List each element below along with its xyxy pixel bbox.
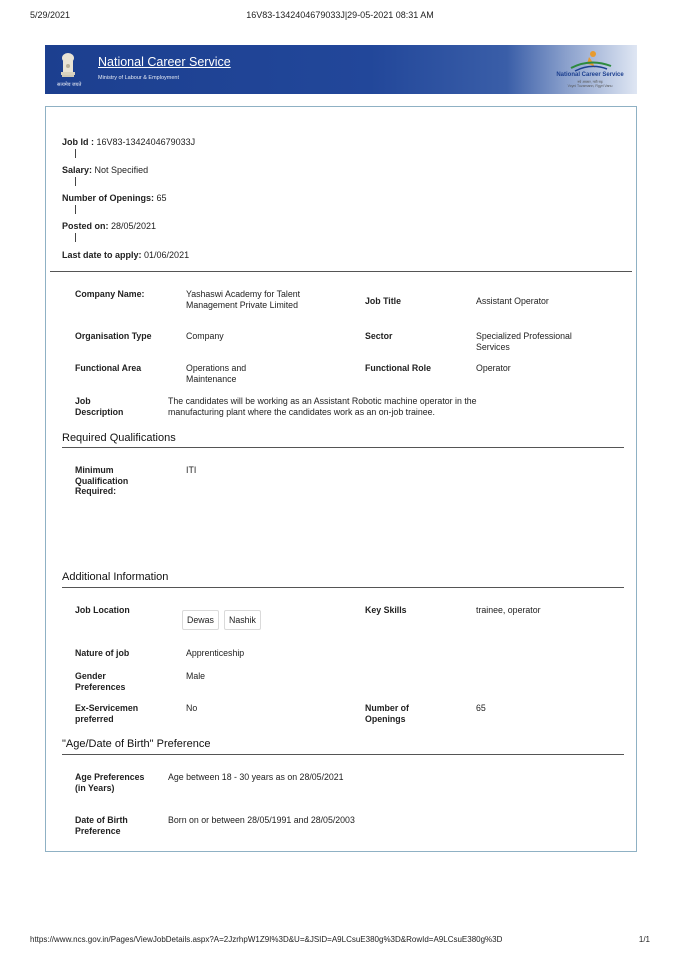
ex-servicemen-value: No <box>186 703 198 713</box>
job-description-value: The candidates will be working as an Assistant Robotic machine operator in the manufacturing plant where the candidates work as an on-job trainee. <box>168 396 477 417</box>
job-details-card <box>45 106 637 852</box>
dob-preference-label: Date of Birth Preference <box>75 815 128 836</box>
logo-tagline-hindi: नये अवसर, नयी राह <box>577 80 603 84</box>
separator <box>75 149 76 158</box>
print-header <box>30 10 650 22</box>
dob-preference-value: Born on or between 28/05/1991 and 28/05/2003 <box>168 815 355 825</box>
openings-label: Number of Openings: <box>62 193 154 203</box>
job-location-label: Job Location <box>75 605 130 615</box>
key-skills-value: trainee, operator <box>476 605 541 615</box>
last-date-label: Last date to apply: <box>62 250 142 260</box>
org-type-label: Organisation Type <box>75 331 152 341</box>
sector-label: Sector <box>365 331 393 341</box>
divider <box>50 271 632 272</box>
separator <box>75 233 76 242</box>
separator <box>75 177 76 186</box>
emblem-caption: सत्यमेव जयते <box>57 82 82 88</box>
logo-tagline-english: Vcyni Tuzamann, Rgyri Vanu <box>567 84 613 88</box>
logo-name: National Career Service <box>556 72 624 78</box>
additional-openings-value: 65 <box>476 703 486 713</box>
divider <box>62 754 624 755</box>
job-id-row <box>62 137 195 147</box>
age-preference-label: Age Preferences (in Years) <box>75 772 145 793</box>
job-description-label: Job Description <box>75 396 124 417</box>
additional-info-title: Additional Information <box>62 571 169 583</box>
ncs-logo <box>549 48 631 92</box>
functional-role-label: Functional Role <box>365 363 431 373</box>
additional-openings-label: Number of Openings <box>365 703 409 724</box>
nature-of-job-label: Nature of job <box>75 648 130 658</box>
job-location-chips <box>182 610 332 630</box>
salary-label: Salary: <box>62 165 93 175</box>
print-date: 5/29/2021 <box>30 10 71 20</box>
functional-area-value: Operations and Maintenance <box>186 363 247 384</box>
posted-row <box>62 221 156 231</box>
state-emblem-icon <box>57 51 82 88</box>
last-date-value: 01/06/2021 <box>144 250 190 260</box>
brand-title[interactable]: National Career Service <box>98 55 231 69</box>
company-name-value: Yashaswi Academy for Talent Management Private Limited <box>186 289 301 310</box>
posted-value: 28/05/2021 <box>111 221 157 231</box>
divider <box>62 447 624 448</box>
sector-value: Specialized Professional Services <box>476 331 572 352</box>
job-title-value: Assistant Operator <box>476 296 549 306</box>
company-name-label: Company Name: <box>75 289 145 299</box>
location-chip: Nashik <box>224 610 261 630</box>
salary-value: Not Specified <box>94 165 149 175</box>
salary-row <box>62 165 148 175</box>
min-qualification-label: Minimum Qualification Required: <box>75 465 129 496</box>
page-number: 1/1 <box>638 935 650 944</box>
openings-value: 65 <box>156 193 167 203</box>
org-type-value: Company <box>186 331 224 341</box>
print-title: 16V83-1342404679033J|29-05-2021 08:31 AM <box>246 10 434 20</box>
job-id-label: Job Id : <box>62 137 94 147</box>
page-url[interactable]: https://www.ncs.gov.in/Pages/ViewJobDetails.aspx?A=2JzrhpW1Z9I%3D&U=&JSID=A9LCsuE380g%3D&RowId=A9LCsuE380g%3D <box>30 935 503 944</box>
openings-row <box>62 193 167 203</box>
logo-tagline <box>549 80 631 88</box>
ncs-banner <box>45 45 637 94</box>
divider <box>62 587 624 588</box>
qualifications-title: Required Qualifications <box>62 432 176 444</box>
job-title-label: Job Title <box>365 296 402 306</box>
last-date-row <box>62 250 189 260</box>
min-qualification-value: ITI <box>186 465 197 475</box>
separator <box>75 205 76 214</box>
job-id-value: 16V83-1342404679033J <box>96 137 196 147</box>
ex-servicemen-label: Ex-Servicemen preferred <box>75 703 139 724</box>
print-footer <box>30 935 650 947</box>
age-preference-value: Age between 18 - 30 years as on 28/05/2021 <box>168 772 344 782</box>
brand-subtitle: Ministry of Labour & Employment <box>98 75 180 81</box>
nature-of-job-value: Apprenticeship <box>186 648 245 658</box>
key-skills-label: Key Skills <box>365 605 407 615</box>
posted-label: Posted on: <box>62 221 109 231</box>
functional-area-label: Functional Area <box>75 363 142 373</box>
age-preference-title: "Age/Date of Birth" Preference <box>62 738 211 750</box>
gender-label: Gender Preferences <box>75 671 126 692</box>
functional-role-value: Operator <box>476 363 511 373</box>
gender-value: Male <box>186 671 206 681</box>
location-chip: Dewas <box>182 610 219 630</box>
